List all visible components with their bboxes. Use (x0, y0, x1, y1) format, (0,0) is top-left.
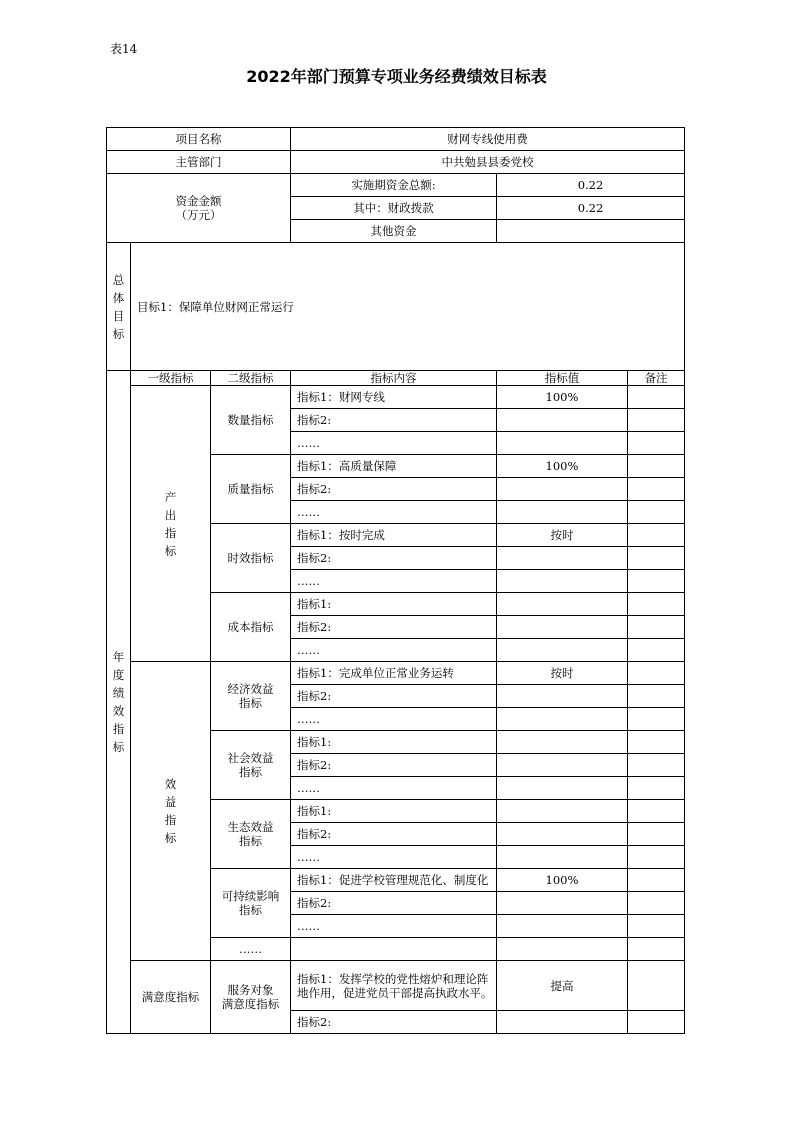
indicator-value (497, 754, 628, 777)
indicator-remark (628, 708, 685, 731)
indicator-value: 提高 (497, 961, 628, 1011)
indicator-content: …… (291, 639, 497, 662)
output-indicator-label-char: 产 (164, 489, 177, 504)
level2-indicator-more: …… (211, 938, 291, 961)
level2-indicator: 经济效益 指标 (211, 662, 291, 731)
indicator-value (497, 915, 628, 938)
other-fund-label: 其他资金 (291, 220, 497, 243)
total-fund-label: 实施期资金总额: (291, 174, 497, 197)
indicator-value (497, 777, 628, 800)
indicator-remark (628, 961, 685, 1011)
indicator-value (497, 639, 628, 662)
overall-target-label-char: 标 (112, 326, 125, 341)
indicator-content: …… (291, 915, 497, 938)
level2-indicator: 时效指标 (211, 524, 291, 593)
dept-value: 中共勉县县委党校 (291, 151, 685, 174)
indicator-content: 指标2: (291, 1011, 497, 1034)
indicator-remark (628, 501, 685, 524)
indicator-value (497, 892, 628, 915)
output-indicator-label-char: 指 (164, 525, 177, 540)
indicator-content: …… (291, 432, 497, 455)
indicator-remark (628, 409, 685, 432)
annual-performance-label-char: 度 (112, 668, 125, 682)
indicator-value (497, 501, 628, 524)
table-row (107, 386, 685, 409)
indicator-remark (628, 1011, 685, 1034)
indicator-content: 指标1：财网专线 (291, 386, 497, 409)
benefit-indicator-label-char: 益 (164, 795, 177, 809)
level2-indicator: 质量指标 (211, 455, 291, 524)
indicator-content: 指标2: (291, 823, 497, 846)
annual-performance-label-char: 效 (112, 704, 125, 718)
indicator-remark (628, 800, 685, 823)
indicator-content: 指标2: (291, 409, 497, 432)
indicator-remark (628, 478, 685, 501)
indicator-remark (628, 570, 685, 593)
indicator-value (497, 593, 628, 616)
indicator-remark (628, 754, 685, 777)
level2-indicator: 生态效益 指标 (211, 800, 291, 869)
project-name-label: 项目名称 (107, 128, 291, 151)
table-row (107, 961, 685, 1011)
indicator-content: …… (291, 846, 497, 869)
indicator-content: 指标1: (291, 593, 497, 616)
indicator-content: 指标2: (291, 616, 497, 639)
table-number: 表14 (110, 42, 138, 56)
indicator-value (497, 570, 628, 593)
indicator-content: 指标1：发挥学校的党性熔炉和理论阵地作用，促进党员干部提高执政水平。 (291, 961, 497, 1011)
benefit-indicator-label-char: 标 (164, 831, 177, 845)
indicator-content: 指标1：高质量保障 (291, 455, 497, 478)
indicator-remark (628, 938, 685, 961)
benefit-indicator-label-char: 效 (164, 777, 177, 791)
header-level2: 二级指标 (211, 371, 291, 386)
overall-target-label-char: 目 (112, 308, 125, 323)
indicator-remark (628, 524, 685, 547)
indicator-value: 100% (497, 455, 628, 478)
level2-indicator: 数量指标 (211, 386, 291, 455)
indicator-value (497, 616, 628, 639)
indicator-content: …… (291, 708, 497, 731)
performance-table-frame (106, 127, 685, 1034)
indicator-remark (628, 547, 685, 570)
indicator-content: 指标2: (291, 478, 497, 501)
output-indicator-label-char: 出 (164, 507, 177, 522)
level2-indicator: 社会效益 指标 (211, 731, 291, 800)
indicator-value: 100% (497, 386, 628, 409)
indicator-value (497, 823, 628, 846)
indicator-remark (628, 432, 685, 455)
annual-performance-label-char: 年 (112, 650, 125, 664)
indicator-content: …… (291, 777, 497, 800)
header-content: 指标内容 (291, 371, 497, 386)
dept-label: 主管部门 (107, 151, 291, 174)
indicator-content: 指标1：按时完成 (291, 524, 497, 547)
overall-target-label (107, 243, 131, 371)
indicator-remark (628, 846, 685, 869)
indicator-remark (628, 777, 685, 800)
overall-target-label-char: 体 (112, 290, 125, 305)
indicator-value (497, 409, 628, 432)
fund-label-line1: 资金金额 (175, 194, 222, 208)
indicator-remark (628, 731, 685, 754)
indicator-remark (628, 593, 685, 616)
header-level1: 一级指标 (131, 371, 211, 386)
table-row (107, 662, 685, 685)
other-fund-value (497, 220, 685, 243)
fund-amount-label (107, 174, 291, 243)
overall-target-text: 目标1：保障单位财网正常运行 (131, 243, 685, 371)
indicator-value (497, 708, 628, 731)
indicator-remark (628, 662, 685, 685)
indicator-remark (628, 685, 685, 708)
table-row (107, 371, 685, 386)
indicator-content: …… (291, 501, 497, 524)
indicator-content: …… (291, 570, 497, 593)
indicator-remark (628, 823, 685, 846)
indicator-value: 按时 (497, 662, 628, 685)
indicator-content: 指标2: (291, 754, 497, 777)
level2-indicator: 可持续影响 指标 (211, 869, 291, 938)
indicator-value (497, 685, 628, 708)
indicator-value (497, 846, 628, 869)
overall-target-label-char: 总 (112, 272, 125, 287)
indicator-value: 按时 (497, 524, 628, 547)
indicator-content: 指标1: (291, 800, 497, 823)
annual-performance-label-char: 绩 (112, 686, 125, 700)
indicator-value (497, 432, 628, 455)
annual-performance-label (107, 371, 131, 1034)
indicator-content: 指标2: (291, 547, 497, 570)
annual-performance-label-char: 标 (112, 740, 125, 754)
output-indicator-label (131, 386, 211, 662)
indicator-value (497, 547, 628, 570)
benefit-indicator-label-char: 指 (164, 813, 177, 827)
indicator-content: 指标1：促进学校管理规范化、制度化 (291, 869, 497, 892)
indicator-remark (628, 639, 685, 662)
header-value: 指标值 (497, 371, 628, 386)
satisfaction-level2: 服务对象 满意度指标 (211, 961, 291, 1034)
benefit-indicator-label (131, 662, 211, 961)
page-title: 2022年部门预算专项业务经费绩效目标表 (246, 67, 547, 86)
indicator-content (291, 938, 497, 961)
indicator-value (497, 938, 628, 961)
indicator-remark (628, 915, 685, 938)
project-name-value: 财网专线使用费 (291, 128, 685, 151)
indicator-remark (628, 616, 685, 639)
fiscal-fund-value: 0.22 (497, 197, 685, 220)
level2-indicator: 成本指标 (211, 593, 291, 662)
indicator-content: 指标1: (291, 731, 497, 754)
annual-performance-label-char: 指 (112, 722, 125, 736)
indicator-remark (628, 386, 685, 409)
performance-target-table (106, 127, 685, 1034)
header-remark: 备注 (628, 371, 685, 386)
fund-label-line2: （万元） (175, 208, 222, 222)
indicator-remark (628, 892, 685, 915)
indicator-content: 指标1：完成单位正常业务运转 (291, 662, 497, 685)
indicator-content: 指标2: (291, 892, 497, 915)
indicator-content: 指标2: (291, 685, 497, 708)
total-fund-value: 0.22 (497, 174, 685, 197)
satisfaction-indicator-label: 满意度指标 (131, 961, 211, 1034)
indicator-remark (628, 455, 685, 478)
indicator-remark (628, 869, 685, 892)
fiscal-fund-label: 其中：财政拨款 (291, 197, 497, 220)
indicator-value (497, 731, 628, 754)
indicator-value (497, 478, 628, 501)
indicator-value (497, 1011, 628, 1034)
indicator-value (497, 800, 628, 823)
indicator-value: 100% (497, 869, 628, 892)
output-indicator-label-char: 标 (164, 543, 177, 558)
